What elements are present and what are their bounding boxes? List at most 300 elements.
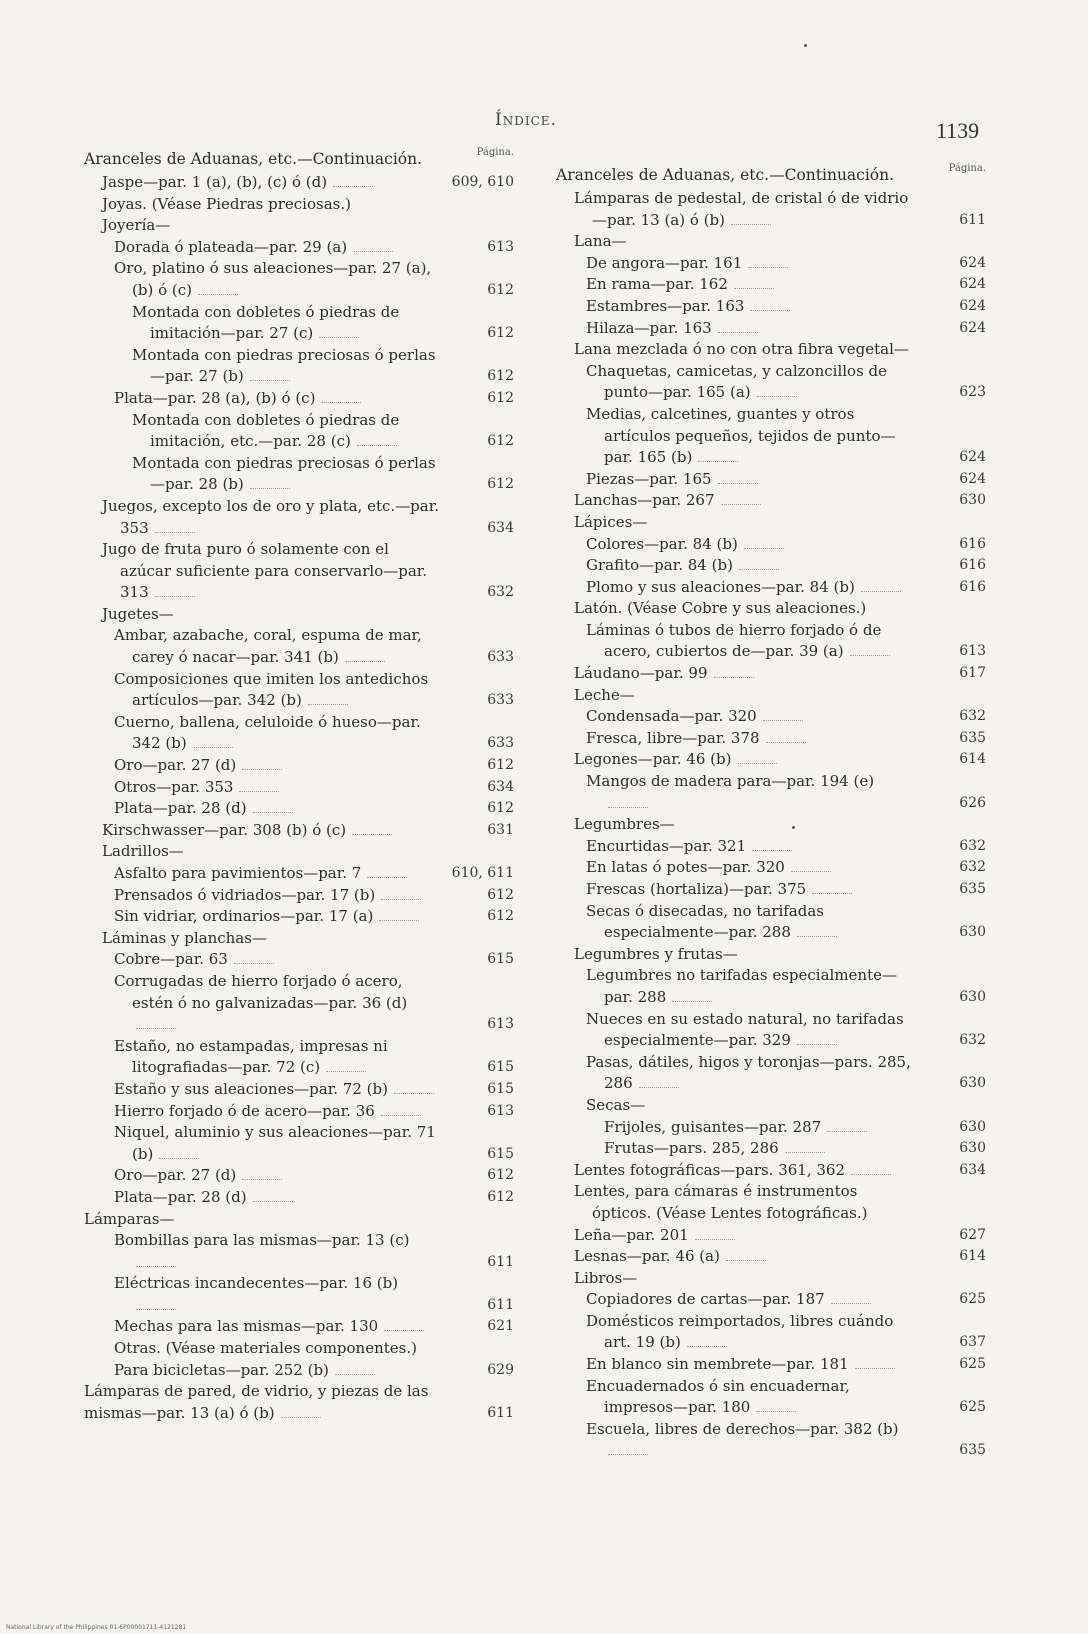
entry-page-ref: 624 [959,449,986,466]
entry-text: Mangos de madera para—par. 194 (e) [586,772,875,791]
entry-text-wrap [84,906,440,928]
index-entry [84,1122,514,1165]
index-entry [556,1138,986,1160]
index-entry [556,361,986,404]
entry-text-wrap [556,836,912,858]
index-entry [556,771,986,814]
entry-text: Hierro forjado ó de acero—par. 36 [114,1101,375,1120]
dot-leader [159,1158,199,1159]
index-entry [556,1289,986,1311]
entry-text: Fresca, libre—par. 378 [586,728,760,747]
dot-leader [239,791,279,792]
entry-text-wrap [556,1311,912,1354]
entry-text: En blanco sin membrete—par. 181 [586,1355,849,1374]
index-entry [84,496,514,539]
entry-page-ref: 612 [487,908,514,925]
index-entry [556,253,986,275]
entry-text: Joyas. (Véase Piedras preciosas.) [102,194,351,213]
dot-leader [352,834,392,835]
index-entry [84,410,514,453]
entry-text-wrap [556,490,912,512]
entry-text-wrap [556,663,912,685]
dot-leader [752,850,792,851]
dot-leader [785,1152,825,1153]
entry-text-wrap [84,971,440,1036]
index-entry [556,1311,986,1354]
index-entry [556,1052,986,1095]
entry-text-wrap [84,798,440,820]
entry-text: Encurtidas—par. 321 [586,836,747,855]
entry-page-ref: 637 [959,1334,986,1351]
dot-leader [639,1087,679,1088]
index-entry [84,669,514,712]
entry-text: Lámparas— [84,1209,175,1228]
entry-text: Lentes, para cámaras é instrumentos ópticos. (Véase Lentes fotográficas.) [574,1182,868,1222]
index-entry [84,1209,514,1231]
index-entries-left [84,172,514,1424]
entry-text-wrap [84,1273,440,1316]
entry-page-ref: 615 [487,1080,514,1097]
entry-page-ref: 624 [959,319,986,336]
index-entry [84,625,514,668]
entry-text: De angora—par. 161 [586,253,743,272]
dot-leader [155,596,195,597]
entry-text: Lanchas—par. 267 [574,491,715,510]
dot-leader [242,1179,282,1180]
dot-leader [335,1374,375,1375]
dot-leader [695,1239,735,1240]
entry-text-wrap [556,1009,912,1052]
dot-leader [687,1346,727,1347]
entry-text-wrap [84,1209,440,1231]
entry-text-wrap [556,253,912,275]
entry-text-wrap [84,194,440,216]
entry-text: Cobre—par. 63 [114,950,228,969]
entry-text-wrap [556,1117,912,1139]
entry-text-wrap [556,598,912,620]
index-entry [556,339,986,361]
entry-page-ref: 612 [487,886,514,903]
index-entry [556,296,986,318]
index-entry [84,1036,514,1079]
entry-page-ref: 631 [487,821,514,838]
entry-text: Oro, platino ó sus aleaciones—par. 27 (a), (b) ó (c) [114,259,432,299]
index-entry [556,1095,986,1117]
entry-text-wrap [556,1268,912,1290]
entry-text: Joyería— [102,216,171,235]
index-entry [84,215,514,237]
entry-text-wrap [84,1036,440,1079]
entry-page-ref: 632 [959,708,986,725]
entry-text: Composiciones que imiten los antedichos artículos—par. 342 (b) [114,669,429,710]
dot-leader [253,812,293,813]
entry-page-ref: 621 [487,1318,514,1335]
entry-text-wrap [556,1225,912,1247]
dot-leader [234,963,274,964]
entry-page-ref: 630 [959,492,986,509]
index-entry [84,1230,514,1273]
continuation-heading [84,148,514,172]
entry-page-ref: 632 [487,584,514,601]
entry-page-ref: 614 [959,751,986,768]
entry-page-ref: 616 [959,557,986,574]
entry-page-ref: 624 [959,254,986,271]
entry-page-ref: 615 [487,951,514,968]
entry-text-wrap [84,302,440,345]
entry-page-ref: 630 [959,1075,986,1092]
index-entry [84,1338,514,1360]
dot-leader [739,569,779,570]
entry-page-ref: 633 [487,735,514,752]
entry-text: Colores—par. 84 (b) [586,534,738,553]
index-entry [556,620,986,663]
index-entry [84,388,514,410]
entry-page-ref: 632 [959,1032,986,1049]
dot-leader [763,720,803,721]
entry-text: Domésticos reimportados, libres cuándo art. 19 (b) [586,1311,894,1352]
entry-text-wrap [556,296,912,318]
index-entry [556,534,986,556]
index-entry [556,1268,986,1290]
continuation-heading [556,164,986,188]
entry-text-wrap [556,1419,912,1462]
running-head: Índice. [495,110,557,130]
entry-text: Frijoles, guisantes—par. 287 [604,1117,822,1136]
continuation-text: Aranceles de Aduanas, etc.—Continuación. [84,150,423,168]
entry-page-ref: 612 [487,389,514,406]
entry-text-wrap [556,274,912,296]
index-entry [556,1160,986,1182]
entry-page-ref: 612 [487,281,514,298]
entry-page-ref: 634 [487,519,514,536]
entry-text-wrap [84,410,440,453]
entry-page-ref: 630 [959,1118,986,1135]
entry-text: Lápices— [574,512,648,531]
dot-leader [319,337,359,338]
index-entry [84,194,514,216]
entry-text: Ambar, azabache, coral, espuma de mar, carey ó nacar—par. 341 (b) [114,626,422,667]
entry-text-wrap [556,1181,912,1224]
dot-leader [394,1093,434,1094]
index-entry [84,1101,514,1123]
entry-text-wrap [84,625,440,668]
entry-text: Leña—par. 201 [574,1225,689,1244]
entry-text-wrap [556,1246,912,1268]
entry-text: Leche— [574,685,635,704]
dot-leader [698,461,738,462]
entry-page-ref: 612 [487,368,514,385]
dot-leader [250,380,290,381]
entry-page-ref: 616 [959,535,986,552]
entry-text: Frescas (hortaliza)—par. 375 [586,880,807,898]
entry-page-ref: 613 [487,238,514,255]
index-entry [556,944,986,966]
entry-text-wrap [84,777,440,799]
dot-leader [744,548,784,549]
dot-leader [812,893,852,894]
index-entry [556,706,986,728]
entry-page-ref: 634 [487,778,514,795]
entry-text-wrap [84,885,440,907]
dot-leader [855,1368,895,1369]
entry-text-wrap [556,771,912,814]
entry-page-ref: 611 [487,1296,514,1313]
index-entry [84,604,514,626]
entry-text: Cuerno, ballena, celuloide ó hueso—par. 342 (b) [114,712,421,753]
entry-text-wrap [556,404,912,469]
index-entry [556,1376,986,1419]
entry-page-ref: 623 [959,384,986,401]
entry-page-ref: 612 [487,1188,514,1205]
entry-page-ref: 611 [959,211,986,228]
index-entry [84,1316,514,1338]
dot-leader [357,445,397,446]
entry-text-wrap [556,1138,912,1160]
entry-text-wrap [84,345,440,388]
dot-leader [714,677,754,678]
entry-text-wrap [84,1187,440,1209]
entry-text-wrap [84,237,440,259]
dot-leader [766,742,806,743]
pagina-label: Página. [476,147,514,158]
dot-leader [718,332,758,333]
entry-page-ref: 613 [487,1102,514,1119]
index-entry [556,901,986,944]
index-entry [84,777,514,799]
entry-text: Legumbres no tarifadas especialmente—par. 288 [586,966,898,1006]
dot-leader [379,920,419,921]
entry-text: Eléctricas incandecentes—par. 16 (b) [114,1274,399,1293]
entry-text-wrap [556,512,912,534]
entry-page-ref: 630 [959,988,986,1005]
dot-leader [250,488,290,489]
entry-text: Plomo y sus aleaciones—par. 84 (b) [586,577,855,596]
entry-text-wrap [556,1354,912,1376]
dot-leader [831,1303,871,1304]
dot-leader [718,483,758,484]
dot-leader [791,871,831,872]
index-entry [556,836,986,858]
index-entry [556,857,986,879]
entry-page-ref: 617 [959,665,986,682]
dot-leader [737,763,777,764]
entry-text-wrap [84,1360,440,1382]
entry-text-wrap [84,1101,440,1123]
entry-text: En rama—par. 162 [586,275,728,294]
dot-leader [326,1071,366,1072]
entry-text: Bombillas para las mismas—par. 13 (c) [114,1231,410,1250]
entry-text-wrap [84,1316,440,1338]
entry-text: Para bicicletas—par. 252 (b) [114,1360,329,1379]
entry-text-wrap [84,258,440,301]
entry-page-ref: 613 [487,1016,514,1033]
index-entry [556,1246,986,1268]
pagina-label: Página. [948,163,986,174]
entry-text-wrap [556,577,912,599]
dot-leader [384,1330,424,1331]
entry-text-wrap [84,863,440,885]
entry-page-ref: 625 [959,1291,986,1308]
index-entry [556,1117,986,1139]
index-entry [84,798,514,820]
dot-leader [281,1417,321,1418]
entry-text-wrap [84,841,440,863]
index-entry [84,172,514,194]
entry-page-ref: 615 [487,1059,514,1076]
entry-page-ref: 633 [487,692,514,709]
index-entry [84,237,514,259]
entry-text-wrap [556,1052,912,1095]
index-entry [556,663,986,685]
entry-page-ref: 629 [487,1361,514,1378]
index-entry [556,404,986,469]
entry-page-ref: 612 [487,1167,514,1184]
entry-text-wrap [556,1289,912,1311]
entry-text: Asfalto para pavimientos—par. 7 [114,864,362,882]
entry-text: Secas— [586,1095,646,1114]
entry-text-wrap [84,712,440,755]
entry-text: Estaño y sus aleaciones—par. 72 (b) [114,1079,388,1098]
entry-text-wrap [556,749,912,771]
entry-text: Hilaza—par. 163 [586,318,712,337]
index-entry [84,820,514,842]
entry-page-ref: 612 [487,476,514,493]
index-entry [84,1360,514,1382]
entry-text-wrap [556,944,912,966]
entry-text-wrap [84,1381,440,1424]
entry-page-ref: 624 [959,276,986,293]
entry-text: Latón. (Véase Cobre y sus aleaciones.) [574,599,867,618]
entry-text: Prensados ó vidriados—par. 17 (b) [114,885,376,904]
entry-page-ref: 611 [487,1404,514,1421]
entry-text: Medias, calcetines, guantes y otros artículos pequeños, tejidos de punto—par. 165 (b) [586,404,896,467]
entry-text: Nueces en su estado natural, no tarifadas especialmente—par. 329 [586,1009,904,1050]
entry-text-wrap [556,901,912,944]
entry-page-ref: 609, 610 [451,174,514,190]
entry-page-ref: 630 [959,924,986,941]
entry-text: Estaño, no estampadas, impresas ni litografiadas—par. 72 (c) [114,1036,388,1077]
entry-page-ref: 625 [959,1356,986,1373]
entry-text: Jugetes— [102,604,174,623]
entry-page-ref: 634 [959,1161,986,1178]
paper-speck [792,826,795,829]
entry-text: Juegos, excepto los de oro y plata, etc.—par. 353 [102,496,440,537]
entry-page-ref: 633 [487,649,514,666]
index-entry [556,598,986,620]
entry-text: Estambres—par. 163 [586,296,745,315]
entry-text-wrap [556,469,912,491]
entry-text-wrap [84,949,440,971]
index-entry [556,965,986,1008]
entry-page-ref: 614 [959,1248,986,1265]
index-entry [84,971,514,1036]
index-entry [556,512,986,534]
index-entry [556,469,986,491]
entry-page-ref: 625 [959,1399,986,1416]
entry-text: Chaquetas, camicetas, y calzoncillos de punto—par. 165 (a) [586,361,888,402]
entry-text-wrap [84,453,440,496]
dot-leader [850,655,890,656]
index-entry [556,1181,986,1224]
entry-text-wrap [84,604,440,626]
entry-text-wrap [84,755,440,777]
entry-text-wrap [556,231,912,253]
entry-text-wrap [556,361,912,404]
entry-text-wrap [556,318,912,340]
index-entry [556,274,986,296]
entry-text: Piezas—par. 165 [586,469,712,488]
index-entry [556,231,986,253]
entry-text: Plata—par. 28 (d) [114,1187,247,1206]
entry-text-wrap [556,534,912,556]
entry-text: Jugo de fruta puro ó solamente con el azúcar suficiente para conservarlo—par. 313 [102,540,428,602]
dot-leader [757,396,797,397]
entry-text: Montada con dobletes ó piedras de imitación, etc.—par. 28 (c) [132,410,400,451]
entry-text-wrap [84,1338,440,1360]
index-entry [556,555,986,577]
entry-text: Grafito—par. 84 (b) [586,556,733,575]
entry-text: Sin vidriar, ordinarios—par. 17 (a) [114,907,374,926]
entry-page-ref: 612 [487,433,514,450]
entry-page-ref: 627 [959,1226,986,1243]
entry-text-wrap [84,539,440,604]
dot-leader [851,1174,891,1175]
index-entry [84,1381,514,1424]
entry-text: Jaspe—par. 1 (a), (b), (c) ó (d) [102,173,328,191]
index-entry [556,685,986,707]
entry-text-wrap [84,388,440,410]
entry-page-ref: 635 [959,881,986,897]
entry-text: Kirschwasser—par. 308 (b) ó (c) [102,820,347,839]
entry-page-ref: 613 [959,643,986,660]
index-column-right [556,164,986,1462]
entry-text: Copiadores de cartas—par. 187 [586,1290,825,1309]
dot-leader [797,936,837,937]
entry-text: Lentes fotográficas—pars. 361, 362 [574,1160,846,1179]
entry-text-wrap [556,620,912,663]
entry-text: Oro—par. 27 (d) [114,756,237,775]
entry-text: Otros—par. 353 [114,777,234,796]
entry-text-wrap [556,1376,912,1419]
dot-leader [726,1260,766,1261]
entry-text: Mechas para las mismas—par. 130 [114,1317,379,1336]
entry-text-wrap [84,172,440,194]
dot-leader [242,769,282,770]
entry-text: Láminas ó tubos de hierro forjado ó de acero, cubiertos de—par. 39 (a) [586,620,882,661]
dot-leader [827,1131,867,1132]
index-entry [84,258,514,301]
entry-text: Otras. (Véase materiales componentes.) [114,1339,417,1358]
entry-text: Legumbres— [574,815,675,834]
entry-text: Oro—par. 27 (d) [114,1166,237,1185]
entry-text-wrap [556,1095,912,1117]
entry-text-wrap [556,1160,912,1182]
dot-leader [734,288,774,289]
index-entry [84,863,514,885]
dot-leader [198,294,238,295]
dot-leader [750,310,790,311]
dot-leader [672,1001,712,1002]
entry-text-wrap [84,496,440,539]
dot-leader [155,532,195,533]
entry-text-wrap [84,1165,440,1187]
index-entry [84,539,514,604]
entry-text: Legones—par. 46 (b) [574,750,732,769]
index-entry [556,814,986,836]
index-column-left [84,148,514,1424]
index-entry [556,577,986,599]
index-entry [556,1225,986,1247]
